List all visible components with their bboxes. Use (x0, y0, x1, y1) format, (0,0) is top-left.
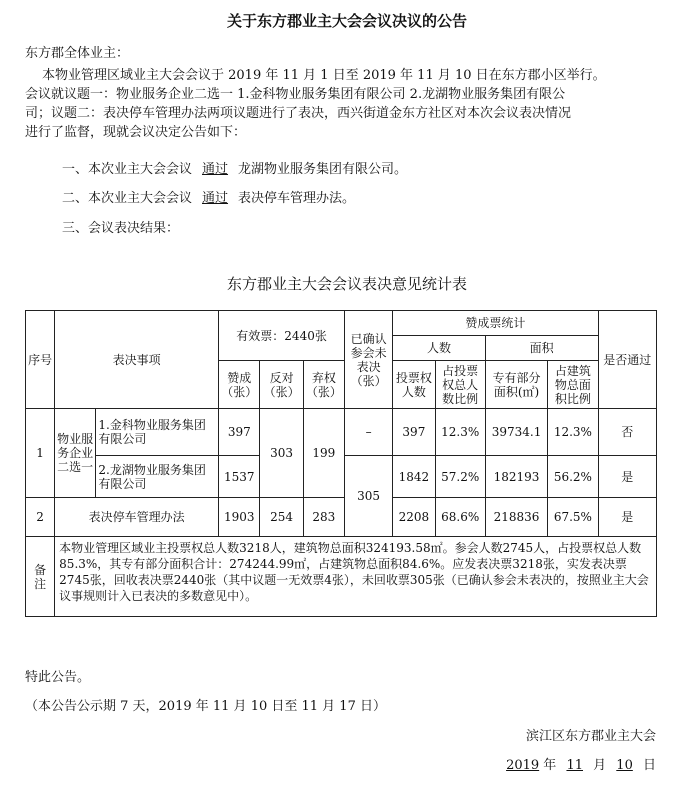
row1a-area: 39734.1 (485, 409, 547, 456)
header-against: 反对（张） (260, 361, 303, 409)
header-people: 人数 (393, 336, 486, 361)
shared-confirmed: 305 (344, 456, 392, 537)
header-voters: 投票权人数 (393, 361, 435, 409)
row1a-area-ratio: 12.3% (548, 409, 598, 456)
item1-suffix: 龙湖物业服务集团有限公司。 (238, 162, 408, 177)
header-abstain: 弃权（张） (303, 361, 344, 409)
intro-line-3: 司；议题二：表决停车管理办法两项议题进行了表决，西兴街道金东方社区对本次会议表决情况 (25, 106, 572, 121)
row2-area: 218836 (485, 498, 547, 537)
item1-prefix: 一、本次业主大会会议 (62, 162, 193, 177)
resolution-item-2 (62, 189, 355, 208)
sign-date (506, 756, 656, 775)
date-day-unit: 日 (642, 758, 656, 773)
header-for: 赞成（张） (219, 361, 260, 409)
row2-area-ratio: 67.5% (548, 498, 598, 537)
intro-line-2: 会议就议题一：物业服务企业二选一 1.金科物业服务集团有限公司 2.龙湖物业服务集团有限公 (25, 87, 566, 102)
date-month: 11 (566, 758, 583, 773)
header-passed: 是否通过 (598, 311, 656, 409)
row1a-people-ratio: 12.3% (435, 409, 485, 456)
item1-result: 通过 (202, 162, 229, 177)
date-year-unit: 年 (543, 758, 557, 773)
row2-pass: 是 (598, 498, 656, 537)
row2-seq: 2 (26, 498, 55, 537)
table-row (26, 537, 657, 617)
header-item: 表决事项 (55, 311, 219, 409)
resolution-item-1 (62, 160, 407, 179)
closing: 特此公告。 (25, 670, 91, 685)
row1a-confirmed: – (344, 409, 392, 456)
vote-statistics-table (25, 310, 657, 617)
note-text: 本物业管理区域业主投票权总人数3218人，建筑物总面积324193.58㎡。参会人数2745人，占投票权总人数85.3%，其专有部分面积合计：274244.99㎡，占建筑物总面积84.6%。应发表决票3218张，实发表决票2745张，回收表决票2440张（其中议题一无效票4张），未回收票305张（已确认参会未表决的，按照业主大会议事规则计入已表决的多数意见中）。 (55, 537, 657, 617)
row1b-area: 182193 (485, 456, 547, 498)
row1-against: 303 (260, 409, 303, 498)
row1a-voters: 397 (393, 409, 435, 456)
row1b-for: 1537 (219, 456, 260, 498)
item2-prefix: 二、本次业主大会会议 (62, 191, 193, 206)
salutation: 东方郡全体业主： (25, 46, 130, 61)
intro-line-1: 本物业管理区域业主大会会议于 2019 年 11 月 1 日至 2019 年 11 月 10 日在东方郡小区举行。 (42, 68, 606, 83)
row1b-area-ratio: 56.2% (548, 456, 598, 498)
date-month-unit: 月 (593, 758, 607, 773)
row2-people-ratio: 68.6% (435, 498, 485, 537)
table-row (26, 498, 657, 537)
row1a-for: 397 (219, 409, 260, 456)
header-seq: 序号 (26, 311, 55, 409)
signer: 滨江区东方郡业主大会 (525, 729, 656, 744)
row1-abstain: 199 (303, 409, 344, 498)
header-area: 面积 (485, 336, 598, 361)
row2-voters: 2208 (393, 498, 435, 537)
item2-result: 通过 (202, 191, 229, 206)
table-row (26, 409, 657, 456)
row1b-pass: 是 (598, 456, 656, 498)
header-confirmed-not-voted: 已确认参会未表决（张） (344, 311, 392, 409)
header-valid-votes: 有效票：2440张 (219, 311, 345, 361)
header-approve-stats: 赞成票统计 (393, 311, 598, 336)
date-day: 10 (616, 758, 633, 773)
resolution-item-3: 三、会议表决结果： (62, 221, 180, 236)
row1a-item: 1.金科物业服务集团有限公司 (96, 409, 219, 456)
row2-abstain: 283 (303, 498, 344, 537)
row1b-voters: 1842 (393, 456, 435, 498)
date-year: 2019 (506, 758, 540, 773)
header-area-value: 专有部分面积(㎡) (485, 361, 547, 409)
note-label: 备注 (26, 537, 55, 617)
item2-suffix: 表决停车管理办法。 (238, 191, 356, 206)
row1a-pass: 否 (598, 409, 656, 456)
notice-period: （本公告公示期 7 天，2019 年 11 月 10 日至 11 月 17 日） (25, 699, 386, 714)
row2-against: 254 (260, 498, 303, 537)
row1-seq: 1 (26, 409, 55, 498)
row2-item: 表决停车管理办法 (55, 498, 219, 537)
row1-group: 物业服务企业二选一 (55, 409, 96, 498)
header-people-ratio: 占投票权总人数比例 (435, 361, 485, 409)
row1b-item: 2.龙湖物业服务集团有限公司 (96, 456, 219, 498)
row2-for: 1903 (219, 498, 260, 537)
intro-line-4: 进行了监督，现就会议决定公告如下： (25, 125, 247, 140)
table-title: 东方郡业主大会会议表决意见统计表 (226, 275, 467, 293)
doc-title: 关于东方郡业主大会会议决议的公告 (226, 12, 467, 30)
header-area-ratio: 占建筑物总面积比例 (548, 361, 598, 409)
row1b-people-ratio: 57.2% (435, 456, 485, 498)
